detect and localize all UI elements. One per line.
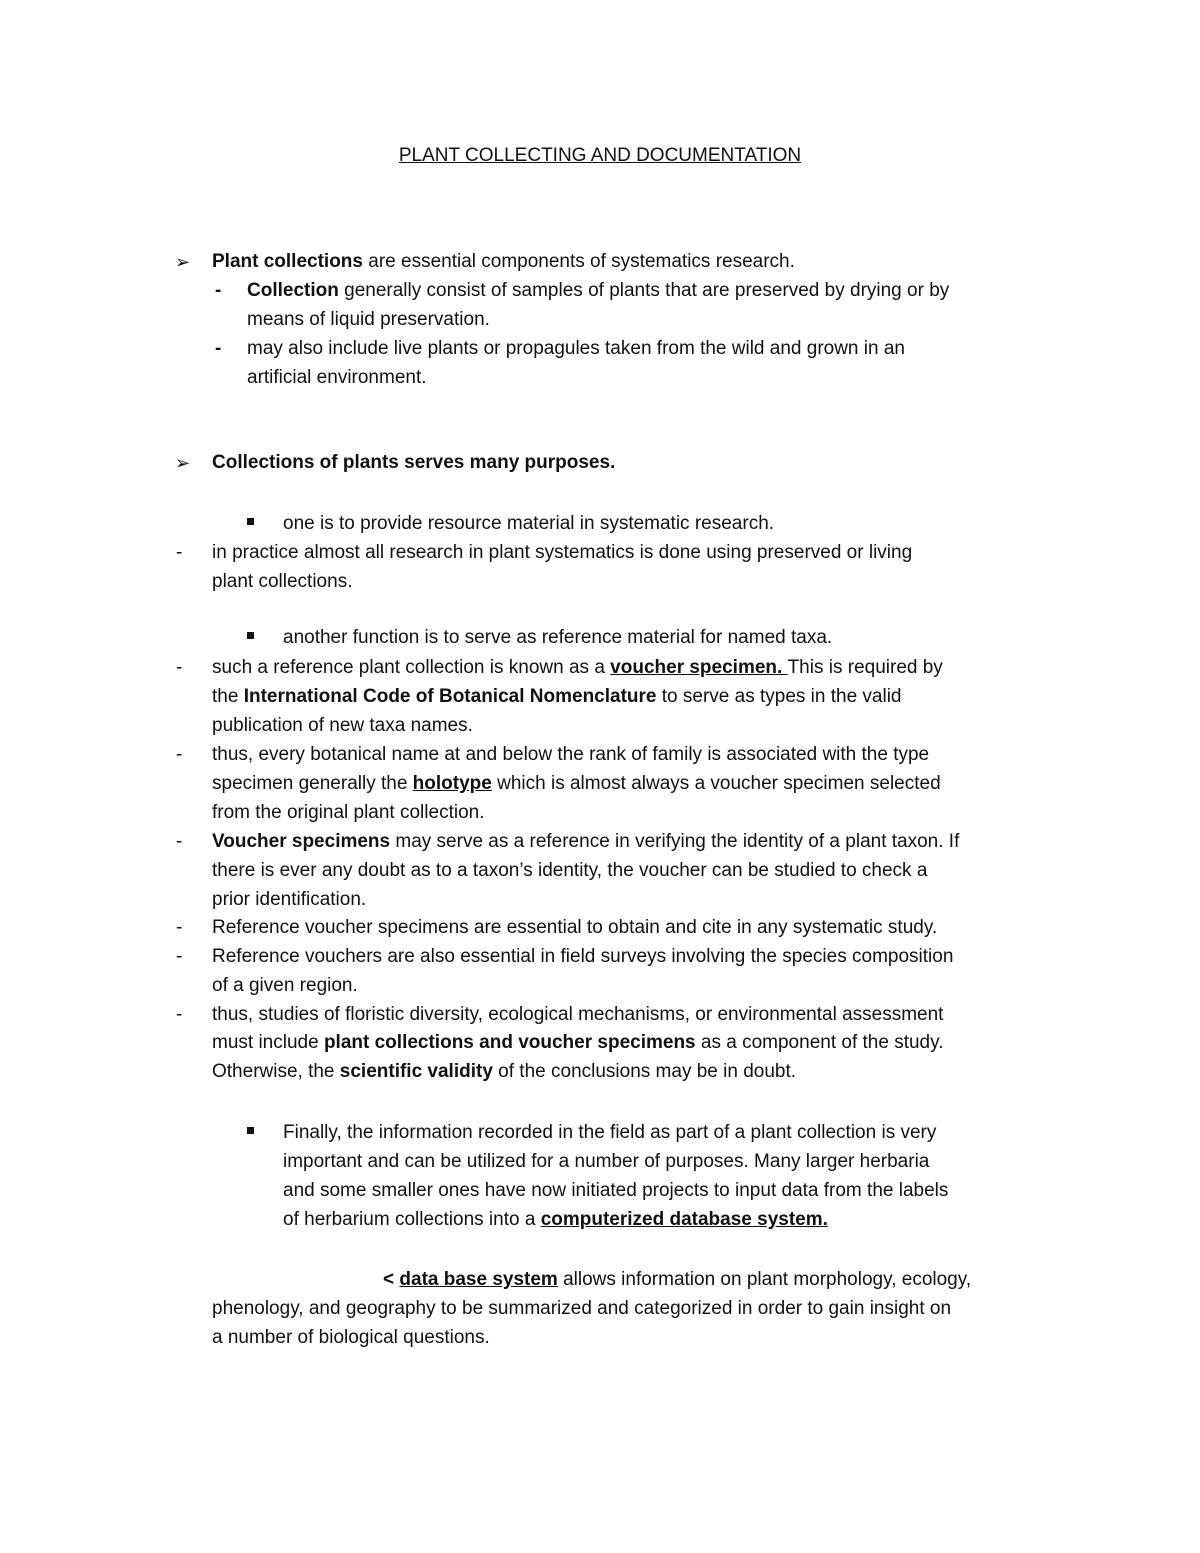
s2-dash-1-line-1: in practice almost all research in plant systematics is done using preserved or living [212, 542, 913, 563]
s2-dash-3-line-3: from the original plant collection. [212, 802, 485, 823]
s2-dash-1-line-2: plant collections. [212, 571, 353, 592]
square-bullet-icon [247, 518, 254, 525]
square-bullet-icon [247, 632, 254, 639]
s2-dash-2-line-1: such a reference plant collection is known as a voucher specimen. This is required by [212, 657, 943, 678]
s2-dash-7-line-2: must include plant collections and voucher specimens as a component of the study. [212, 1032, 944, 1053]
s2-bullet-3-line-4: of herbarium collections into a computerized database system. [283, 1209, 828, 1230]
dash-bullet: - [176, 946, 183, 967]
s2-bullet-3-line-2: important and can be utilized for a number of purposes. Many larger herbaria [283, 1151, 930, 1172]
arrow-bullet-icon: ➢ [175, 252, 191, 272]
s2-dash-4-line-1: Voucher specimens may serve as a reference in verifying the identity of a plant taxon. If [212, 831, 960, 852]
s2-dash-2-line-2: the International Code of Botanical Nomenclature to serve as types in the valid [212, 686, 902, 707]
page-title: PLANT COLLECTING AND DOCUMENTATION [398, 145, 802, 166]
dash-bullet: - [176, 1004, 183, 1025]
square-bullet-icon [247, 1127, 254, 1134]
s2-bullet-1: one is to provide resource material in systematic research. [283, 513, 775, 534]
s2-dash-4-line-3: prior identification. [212, 889, 367, 910]
database-para-line-1: < data base system allows information on plant morphology, ecology, [383, 1269, 972, 1290]
s2-dash-3-line-2: specimen generally the holotype which is almost always a voucher specimen selected [212, 773, 941, 794]
arrow-bullet-icon: ➢ [175, 453, 191, 473]
data-base-system-term: data base system [399, 1269, 558, 1290]
s2-dash-7-line-3: Otherwise, the scientific validity of the conclusions may be in doubt. [212, 1061, 797, 1082]
s2-dash-2-line-3: publication of new taxa names. [212, 715, 473, 736]
s1-item-2-line-1: may also include live plants or propagules taken from the wild and grown in an [247, 338, 905, 359]
dash-bullet: - [176, 831, 183, 852]
computerized-database-term: computerized database system. [540, 1209, 828, 1230]
dash-bullet: - [215, 338, 222, 359]
dash-bullet: - [176, 542, 183, 563]
holotype-term: holotype [412, 773, 492, 794]
dash-bullet: - [176, 917, 183, 938]
s2-dash-5: Reference voucher specimens are essential to obtain and cite in any systematic study. [212, 917, 938, 938]
database-para-line-3: a number of biological questions. [212, 1327, 490, 1348]
dash-bullet: - [176, 744, 183, 765]
section-1-heading: Plant collections are essential components of systematics research. [212, 251, 795, 272]
database-para-line-2: phenology, and geography to be summarized and categorized in order to gain insight on [212, 1298, 952, 1319]
s2-dash-6-line-2: of a given region. [212, 975, 358, 996]
dash-bullet: - [215, 280, 222, 301]
s2-dash-4-line-2: there is ever any doubt as to a taxon’s identity, the voucher can be studied to check a [212, 860, 928, 881]
voucher-specimen-term: voucher specimen. [610, 657, 788, 678]
dash-bullet: - [176, 657, 183, 678]
s2-bullet-3-line-3: and some smaller ones have now initiated projects to input data from the labels [283, 1180, 949, 1201]
s2-dash-7-line-1: thus, studies of floristic diversity, ecological mechanisms, or environmental assessment [212, 1004, 944, 1025]
s1-item-2-line-2: artificial environment. [247, 367, 427, 388]
s2-bullet-2: another function is to serve as reference material for named taxa. [283, 627, 833, 648]
s1-item-1-line-2: means of liquid preservation. [247, 309, 490, 330]
s2-dash-6-line-1: Reference vouchers are also essential in field surveys involving the species composition [212, 946, 954, 967]
s2-bullet-3-line-1: Finally, the information recorded in the field as part of a plant collection is very [283, 1122, 937, 1143]
s2-dash-3-line-1: thus, every botanical name at and below the rank of family is associated with the type [212, 744, 930, 765]
s1-item-1-line-1: Collection generally consist of samples of plants that are preserved by drying or by [247, 280, 950, 301]
section-2-heading: Collections of plants serves many purposes. [212, 452, 616, 473]
